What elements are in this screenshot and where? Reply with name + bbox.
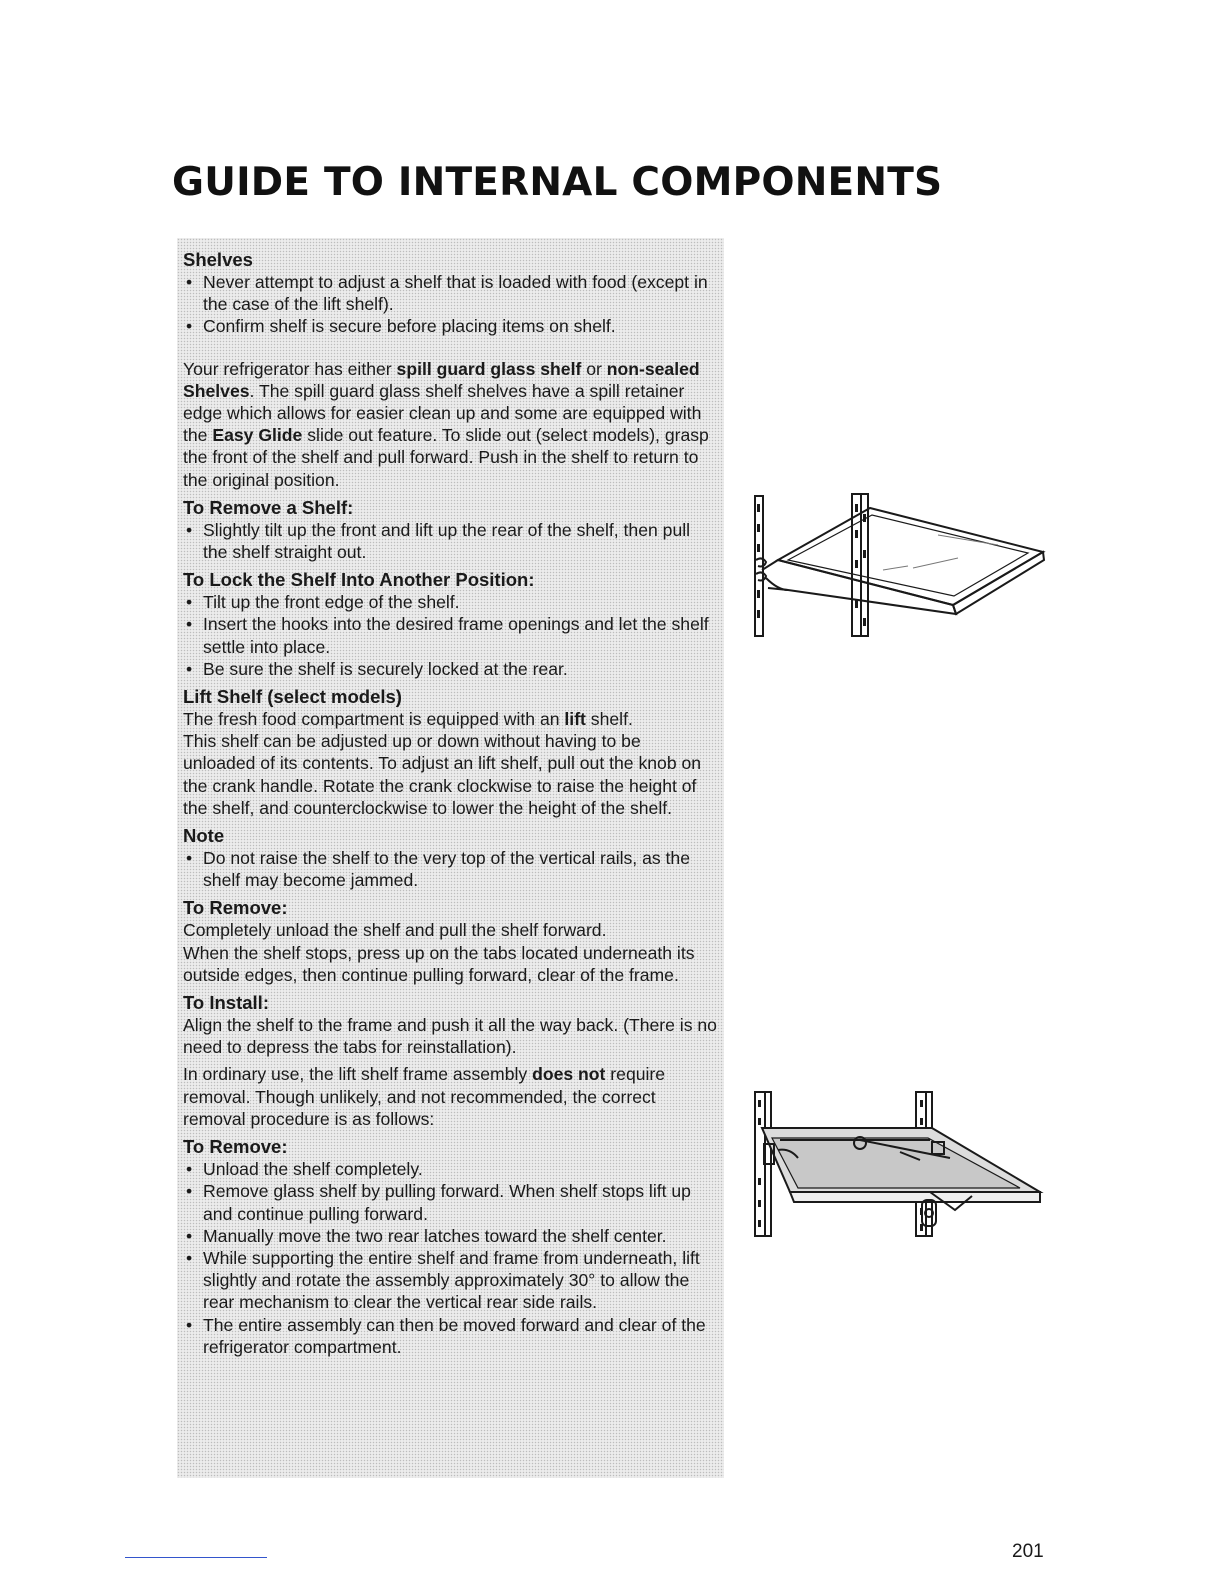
lift-shelf-illustration: [750, 1088, 1045, 1238]
to-remove-paragraph-1: Completely unload the shelf and pull the shelf forward.: [183, 920, 607, 941]
to-remove-assembly-bullets: [183, 1158, 718, 1358]
shelves-intro-paragraph: Your refrigerator has either spill guard glass shelf or non-sealed Shelves. The spill guard glass shelf shelves have a spill retainer edge which allows for easier clean up and some are equipped with the Easy Glide slide out feature. To slide out (select models), grasp the front of the shelf and pull forward. Push in the shelf to return to the original position.: [183, 358, 709, 490]
page-title: GUIDE TO INTERNAL COMPONENTS: [172, 160, 943, 205]
list-item: • Remove glass shelf by pulling forward. When shelf stops lift up and continue pulling forward.: [183, 1180, 718, 1224]
list-item: • Manually move the two rear latches toward the shelf center.: [183, 1225, 718, 1247]
list-item: • Be sure the shelf is securely locked at the rear.: [183, 658, 718, 680]
list-item: • While supporting the entire shelf and frame from underneath, lift slightly and rotate the assembly approximately 30° to allow the rear mechanism to clear the vertical rear side rails.: [183, 1247, 718, 1314]
page-number: 201: [1012, 1541, 1044, 1562]
list-item: • The entire assembly can then be moved forward and clear of the refrigerator compartment.: [183, 1314, 718, 1358]
to-remove-heading: To Remove:: [183, 897, 288, 919]
lift-shelf-paragraph-2: This shelf can be adjusted up or down without having to be unloaded of its contents. To adjust an lift shelf, pull out the knob on the crank handle. Rotate the crank clockwise to raise the height of the shelf, and counterclockwise to lower the height of the shelf.: [183, 731, 702, 818]
list-item: • Never attempt to adjust a shelf that is loaded with food (except in the case of the lift shelf).: [183, 271, 718, 315]
lock-shelf-bullets: [183, 591, 718, 680]
shelves-heading: Shelves: [183, 249, 253, 270]
to-remove-paragraph-2: When the shelf stops, press up on the tabs located underneath its outside edges, then continue pulling forward, clear of the frame.: [183, 942, 695, 985]
note-heading: Note: [183, 825, 225, 847]
content-column: [183, 248, 718, 1358]
list-item: • Confirm shelf is secure before placing items on shelf.: [183, 315, 718, 337]
lock-shelf-heading: To Lock the Shelf Into Another Position:: [183, 569, 535, 591]
list-item: • Slightly tilt up the front and lift up the rear of the shelf, then pull the shelf straight out.: [183, 519, 718, 563]
to-remove-assembly-heading: To Remove:: [183, 1136, 288, 1158]
note-bullets: [183, 847, 718, 891]
to-install-paragraph-1: Align the shelf to the frame and push it all the way back. (There is no need to depress the tabs for reinstallation).: [183, 1015, 717, 1058]
lift-shelf-paragraph-1: The fresh food compartment is equipped with an lift shelf.: [183, 709, 633, 730]
footer-rule: [125, 1557, 267, 1558]
list-item: • Do not raise the shelf to the very top of the vertical rails, as the shelf may become jammed.: [183, 847, 718, 891]
remove-shelf-heading: To Remove a Shelf:: [183, 496, 354, 518]
to-install-heading: To Install:: [183, 992, 269, 1014]
to-install-paragraph-2: In ordinary use, the lift shelf frame assembly does not require removal. Though unlikely, and not recommended, the correct removal procedure is as follows:: [183, 1064, 666, 1129]
list-item: • Tilt up the front edge of the shelf.: [183, 591, 718, 613]
list-item: • Unload the shelf completely.: [183, 1158, 718, 1180]
shelf-rail-illustration: [748, 490, 1048, 640]
shelves-bullets: [183, 271, 718, 338]
list-item: • Insert the hooks into the desired frame openings and let the shelf settle into place.: [183, 613, 718, 657]
remove-shelf-bullets: [183, 519, 718, 563]
lift-shelf-heading: Lift Shelf (select models): [183, 686, 402, 708]
